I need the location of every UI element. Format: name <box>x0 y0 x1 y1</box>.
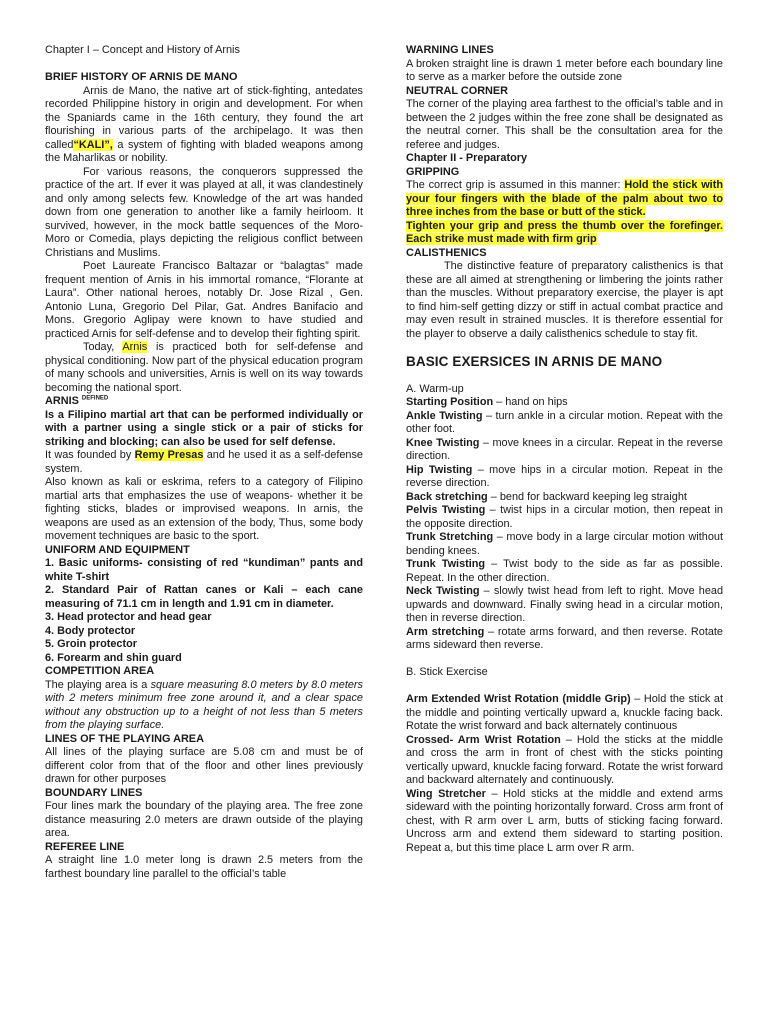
warmup-item: Back stretching – bend for backward keeping leg straight <box>406 490 687 503</box>
calisthenics-heading: CALISTHENICS <box>406 246 487 259</box>
stick-item: Wing Stretcher – Hold sticks at the middle and extend arms sideward with the pointing horizontally forward. Cross arm front of chest, with R arm over L arm, butts of sticking facing forward. Uncross arm and extend them sideward to starting position. Repeat a, but this time place L arm over R arm. <box>406 787 724 854</box>
basic-exercises-heading: BASIC EXERSICES IN ARNIS DE MANO <box>406 354 663 369</box>
grip-text: The correct grip is assumed in this manner: Hold the stick with your four fingers with the blade of the palm about two to three inches from the base or butt of the stick. <box>406 179 723 218</box>
stick-item: Arm Extended Wrist Rotation (middle Grip) – Hold the stick at the middle and pointing vertically upward a, knuckle facing back. Rotate the wrist forward and back alternately continuous <box>406 693 724 732</box>
stick-exercise-heading: B. Stick Exercise <box>406 666 488 678</box>
history-paragraph-1: Arnis de Mano, the native art of stick-fighting, antedates recorded Philippine history in origin and development. For when the Spaniards came in the 16th century, they found the art flourishing in various parts of the archipelago. It was then called“KALI”, a system of fighting with bladed weapons among the Maharlikas or nobility. <box>45 84 363 164</box>
history-paragraph-4: Today, Arnis is practiced both for self-defense and physical conditioning. Now part of the physical education program of many schools and universities, Arnis is well on its way towards becoming the national sport. <box>45 341 363 394</box>
warmup-item: Hip Twisting – move hips in a circular motion. Repeat in the reverse direction. <box>406 463 723 489</box>
warmup-item: Trunk Twisting – Twist body to the side as far as possible. Repeat. In the other direction. <box>406 558 724 584</box>
grip-highlight-2: Tighten your grip and press the thumb over the forefinger. Each strike must made with firm grip <box>406 219 723 245</box>
also-known-paragraph: Also known as kali or eskrima, refers to a category of Filipino martial arts that emphasizes the use of weapons- whether it be fighting sticks, blades or improvised weapons. In arnis, the weapons are used as an extension of the body, Thus, some body movement techniques are basic to the sport. <box>45 476 363 542</box>
brief-history-heading: BRIEF HISTORY OF ARNIS DE MANO <box>45 71 238 83</box>
warmup-item: Knee Twisting – move knees in a circular. Repeat in the reverse direction. <box>406 436 723 462</box>
left-column <box>45 44 363 881</box>
warmup-heading: A. Warm-up <box>406 382 464 395</box>
boundary-heading: BOUNDARY LINES <box>45 786 143 799</box>
kali-highlight: “KALI”, <box>73 138 113 151</box>
arnis-definition: Is a Filipino martial art that can be performed individually or with a partner using a single stick or a pair of sticks for striking and blocking; can also be used for self defense. <box>45 408 363 448</box>
referee-heading: REFEREE LINE <box>45 840 125 853</box>
equipment-item-2: 2. Standard Pair of Rattan canes or Kali – each cane measuring of 71.1 cm in length and 1.91 cm in diameter. <box>45 584 363 610</box>
history-paragraph-2: For various reasons, the conquerors suppressed the practice of the art. If ever it was played at all, it was clandestinely and only among selects few. Knowledge of the art was handed down from one generation to another like a family heirloom. It survived, however, in the mock battle sequences of the Moro-Moro or Comedia, plays depicting the religious conflict between Christians and Muslims. <box>45 165 363 259</box>
grip-highlight-1: Hold the stick with your four fingers with the blade of the palm about two to three inches from the base or butt of the stick. <box>406 179 723 218</box>
chapter-2-title: Chapter II - Preparatory <box>406 152 528 164</box>
founded-by: It was founded by Remy Presas and he used it as a self-defense system. <box>45 449 363 475</box>
lines-heading: LINES OF THE PLAYING AREA <box>45 732 204 745</box>
history-paragraph-3: Poet Laureate Francisco Baltazar or “balagtas” made frequent mention of Arnis in his immortal romance, “Florante at Laura”. Other national heroes, notably Dr. Jose Rizal , Gen. Antonio Luna, Gregorio Del Pilar, Gat. Andres Banifacio and Mons. Gregorio Aglipay were known to have studied and practiced Arnis for self-defense and to develop their fighting spirit. <box>45 260 363 340</box>
chapter-title: Chapter I – Concept and History of Arnis <box>45 44 240 56</box>
warmup-item: Arm stretching – rotate arms forward, and then reverse. Rotate arms sideward then reverse. <box>406 625 723 651</box>
equipment-item-5: 5. Groin protector <box>45 638 137 650</box>
remy-presas-highlight: Remy Presas <box>134 449 204 461</box>
equipment-item-3: 3. Head protector and head gear <box>45 611 212 623</box>
warmup-item: Ankle Twisting – turn ankle in a circular motion. Repeat with the other foot. <box>406 409 723 435</box>
neutral-heading: NEUTRAL CORNER <box>406 84 509 97</box>
lines-text: All lines of the playing surface are 5.08 cm and must be of different color from that of the floor and other lines previously drawn for other purposes <box>45 746 363 785</box>
competition-text: The playing area is a square measuring 8.0 meters by 8.0 meters with 2 meters minimum free zone around it, and a clear space without any obstruction up to a height of not less than 5 meters from the playing surface. <box>45 678 363 731</box>
warning-text: A broken straight line is drawn 1 meter before each boundary line to serve as a marker before the outside zone <box>406 57 723 83</box>
stick-item: Crossed- Arm Wrist Rotation – Hold the sticks at the middle and cross the arm in front of chest with the sticks pointing vertically upward, knuckle facing forward. Rotate the wrist forward and backward alternately and continuously. <box>406 733 723 786</box>
equipment-item-6: 6. Forearm and shin guard <box>45 651 182 664</box>
equipment-item-1: 1. Basic uniforms- consisting of red “kundiman” pants and white T-shirt <box>45 557 363 583</box>
boundary-text: Four lines mark the boundary of the playing area. The free zone distance measuring 2.0 meters are drawn outside of the playing area. <box>45 800 363 839</box>
arnis-highlight: Arnis <box>122 341 148 353</box>
warmup-item: Pelvis Twisting – twist hips in a circular motion, then repeat in the opposite direction. <box>406 504 723 530</box>
uniform-heading: UNIFORM AND EQUIPMENT <box>45 543 190 556</box>
referee-text: A straight line 1.0 meter long is drawn 2.5 meters from the farthest boundary line parallel to the official’s table <box>45 854 363 880</box>
right-column <box>406 44 723 855</box>
warning-heading: WARNING LINES <box>406 44 494 56</box>
neutral-text: The corner of the playing area farthest to the official’s table and in between the 2 judges within the free zone shall be designated as the neutral corner. This shall be the consultation area for the referee and judges. <box>406 98 723 151</box>
equipment-item-4: 4. Body protector <box>45 624 136 637</box>
warmup-item: Trunk Stretching – move body in a large circular motion without bending knees. <box>406 531 724 557</box>
warmup-item: Neck Twisting – slowly twist head from left to right. Move head upwards and downward. Finally swing head in a circular motion, then in reverse direction. <box>406 585 724 624</box>
competition-heading: COMPETITION AREA <box>45 665 155 677</box>
grip-text-2 <box>406 220 723 247</box>
defined-superscript: DEFINED <box>81 395 109 402</box>
arnis-defined-heading: ARNIS $^{DEFINED}$ <box>45 395 109 407</box>
warmup-item: Starting Position – hand on hips <box>406 396 568 408</box>
calisthenics-text: The distinctive feature of preparatory calisthenics is that these are all aimed at strengthening or limbering the joints rather than the muscles. Without preparatory exercise, the player is apt to find him-self getting dizzy or stiff in actual combat practice and may even result in strained muscles. It is therefore essential for the player to observe a daily calisthenics schedule to stay fit. <box>406 260 723 340</box>
gripping-heading: GRIPPING <box>406 165 460 178</box>
